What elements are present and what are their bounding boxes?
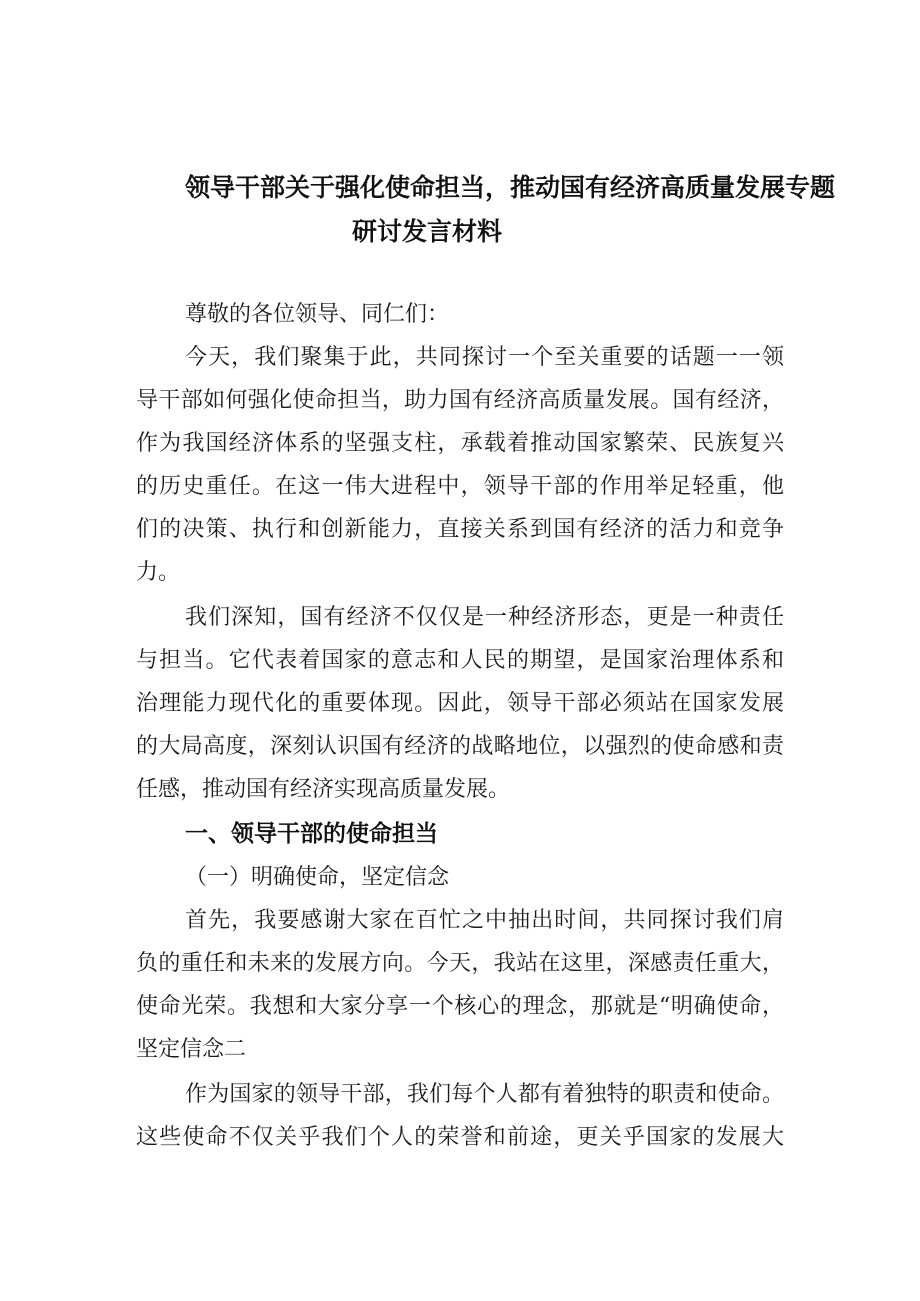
paragraph-line: 与担当。它代表着国家的意志和人民的期望，是国家治理体系和: [136, 648, 784, 673]
paragraph-line: 我们深知，国有经济不仅仅是一种经济形态，更是一种责任: [185, 605, 784, 630]
paragraph-line: 作为我国经济体系的坚强支柱，承载着推动国家繁荣、民族复兴: [136, 431, 784, 456]
paragraph-line: 今天，我们聚集于此，共同探讨一个至关重要的话题一一领: [185, 345, 784, 370]
document-title-line-1: 领导干部关于强化使命担当，推动国有经济高质量发展专题: [185, 173, 836, 202]
section-heading: 一、领导干部的使命担当: [185, 821, 438, 847]
paragraph-line: 这些使命不仅关乎我们个人的荣誉和前途，更关乎国家的发展大: [136, 1125, 784, 1150]
paragraph-line: 们的决策、执行和创新能力，直接关系到国有经济的活力和竞争: [136, 517, 784, 542]
paragraph-line: 坚定信念二: [136, 1037, 247, 1062]
greeting: 尊敬的各位领导、同仁们：: [185, 302, 450, 327]
paragraph-line: 作为国家的领导干部，我们每个人都有着独特的职责和使命。: [185, 1082, 784, 1107]
paragraph-line: 的大局高度，深刻认识国有经济的战略地位，以强烈的使命感和责: [136, 734, 784, 759]
paragraph-line: 力。: [136, 560, 181, 585]
subsection-heading: （一）明确使命，坚定信念: [185, 865, 450, 890]
paragraph-line: 治理能力现代化的重要体现。因此，领导干部必须站在国家发展: [136, 691, 784, 716]
document-title-line-2: 研讨发言材料: [352, 217, 503, 246]
paragraph-line: 任感，推动国有经济实现高质量发展。: [136, 777, 511, 802]
paragraph-line: 首先，我要感谢大家在百忙之中抽出时间，共同探讨我们肩: [185, 908, 784, 933]
paragraph-line: 的历史重任。在这一伟大进程中，领导干部的作用举足轻重，他: [136, 474, 784, 499]
paragraph-line: 使命光荣。我想和大家分享一个核心的理念，那就是“明确使命，: [136, 994, 784, 1019]
paragraph-line: 导干部如何强化使命担当，助力国有经济高质量发展。国有经济，: [136, 388, 784, 413]
paragraph-line: 负的重任和未来的发展方向。今天，我站在这里，深感责任重大，: [136, 951, 784, 976]
